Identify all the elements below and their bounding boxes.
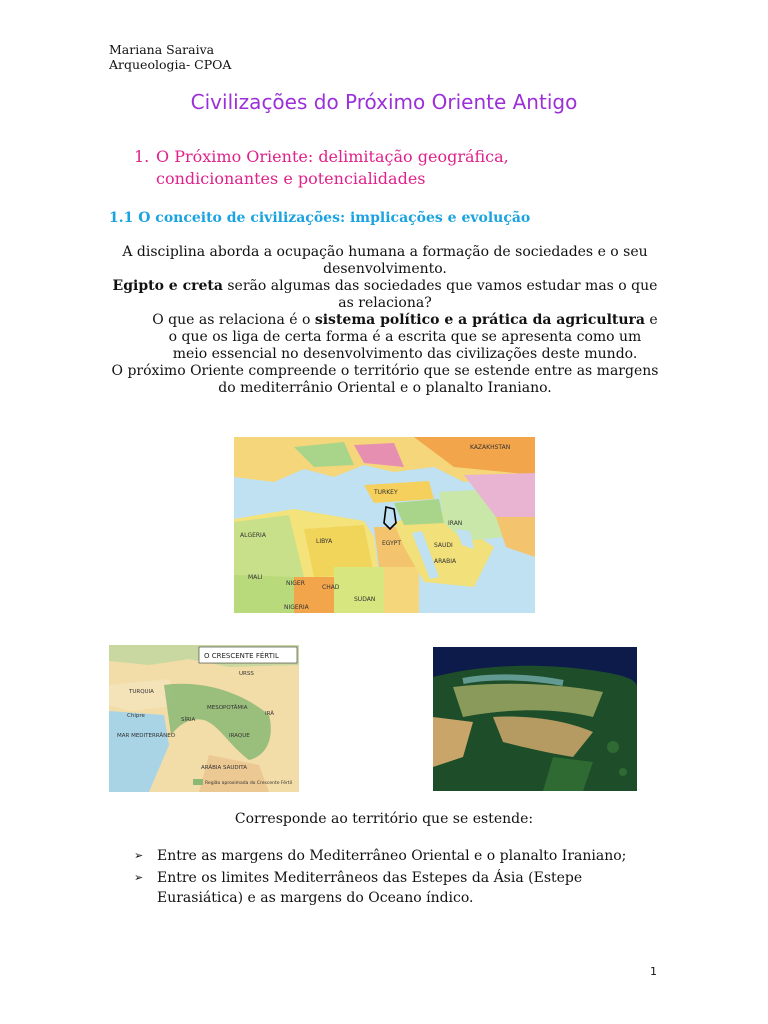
relation-rest: e o que os liga de certa forma é a escrita que se apresenta como um meio essencial no desenvolvimento das civilizações deste mundo. bbox=[168, 312, 658, 362]
map2-label-siria: SÍRIA bbox=[181, 717, 196, 723]
section-1-text: O Próximo Oriente: delimitação geográfica, condicionantes e potencialidades bbox=[156, 147, 509, 188]
map2-label-mar: MAR MEDITERRÂNEO bbox=[117, 733, 176, 739]
map1-label-nigeria: NIGERIA bbox=[284, 604, 309, 611]
map2-label-mesopotamia: MESOPOTÂMIA bbox=[207, 705, 248, 711]
egypt-bold: Egipto e creta bbox=[112, 278, 223, 294]
author-name: Mariana Saraiva bbox=[109, 42, 215, 57]
map2-label-chipre: Chipre bbox=[127, 713, 145, 719]
relation-bold: sistema político e a prática da agricultura bbox=[314, 312, 645, 328]
map2-label-iraque: IRAQUE bbox=[229, 733, 250, 739]
map1-label-libya: LIBYA bbox=[316, 538, 333, 545]
map1-label-saudi: SAUDI bbox=[434, 542, 453, 549]
document-title: Civilizações do Próximo Oriente Antigo bbox=[190, 90, 578, 114]
paragraph-last: O próximo Oriente compreende o território que se estende entre as margens do mediterrânio Oriental e o planalto Iraniano. bbox=[111, 363, 659, 396]
corresponde-text: Corresponde ao território que se estende: bbox=[234, 811, 534, 827]
bullet-text: Entre os limites Mediterrâneos das Estepes da Ásia (Estepe Eurasiática) e as margens do Oceano índico. bbox=[157, 870, 583, 906]
map1-label-chad: CHAD bbox=[322, 584, 340, 591]
map2-label-turquia: TURQUIA bbox=[129, 689, 154, 695]
map1-label-egypt: EGYPT bbox=[382, 540, 402, 547]
arrow-bullet-icon: ➢ bbox=[134, 849, 144, 862]
map1-label-algeria: ALGERIA bbox=[240, 532, 266, 539]
list-item bbox=[134, 846, 654, 866]
map1-label-kazakhstan: KAZAKHSTAN bbox=[470, 444, 511, 451]
egypt-rest: serão algumas das sociedades que vamos estudar mas o que as relaciona? bbox=[222, 278, 658, 311]
map2-box-title: O CRESCENTE FÉRTIL bbox=[204, 652, 279, 660]
fertile-crescent-map-image bbox=[109, 645, 299, 792]
map1-label-turkey: TURKEY bbox=[374, 489, 398, 496]
bullet-text: Entre as margens do Mediterrâneo Oriental e o planalto Iraniano; bbox=[157, 848, 627, 864]
relation-start: O que as relaciona é o bbox=[152, 312, 315, 328]
bullet-list bbox=[134, 846, 654, 910]
map2-legend: Região aproximada do Crescente Fértil bbox=[205, 781, 293, 786]
intro-paragraph bbox=[110, 244, 660, 397]
map1-label-iran: IRAN bbox=[448, 520, 463, 527]
political-map-image bbox=[234, 437, 535, 613]
page-number: 1 bbox=[650, 965, 657, 978]
section-1-1-heading: 1.1 O conceito de civilizações: implicações e evolução bbox=[109, 210, 531, 226]
paragraph-relation bbox=[110, 312, 660, 363]
map1-label-niger: NIGER bbox=[286, 580, 305, 587]
section-1-number: 1. bbox=[134, 147, 150, 166]
arrow-bullet-icon: ➢ bbox=[134, 871, 144, 884]
document-header bbox=[109, 42, 231, 72]
paragraph-egypt bbox=[110, 278, 660, 312]
paragraph-line-1: A disciplina aborda a ocupação humana a formação de sociedades e o seu desenvolvimento. bbox=[122, 244, 648, 277]
map1-label-arabia: ARABIA bbox=[434, 558, 457, 565]
map2-label-urss: URSS bbox=[239, 671, 254, 677]
map2-label-ira: IRÃ bbox=[265, 711, 274, 717]
list-item bbox=[134, 868, 654, 908]
course-name: Arqueologia- CPOA bbox=[109, 57, 232, 72]
map2-label-arabia: ARÁBIA SAUDITA bbox=[201, 765, 247, 771]
map1-label-mali: MALI bbox=[248, 574, 263, 581]
satellite-image bbox=[433, 647, 637, 791]
map1-label-sudan: SUDAN bbox=[354, 596, 376, 603]
